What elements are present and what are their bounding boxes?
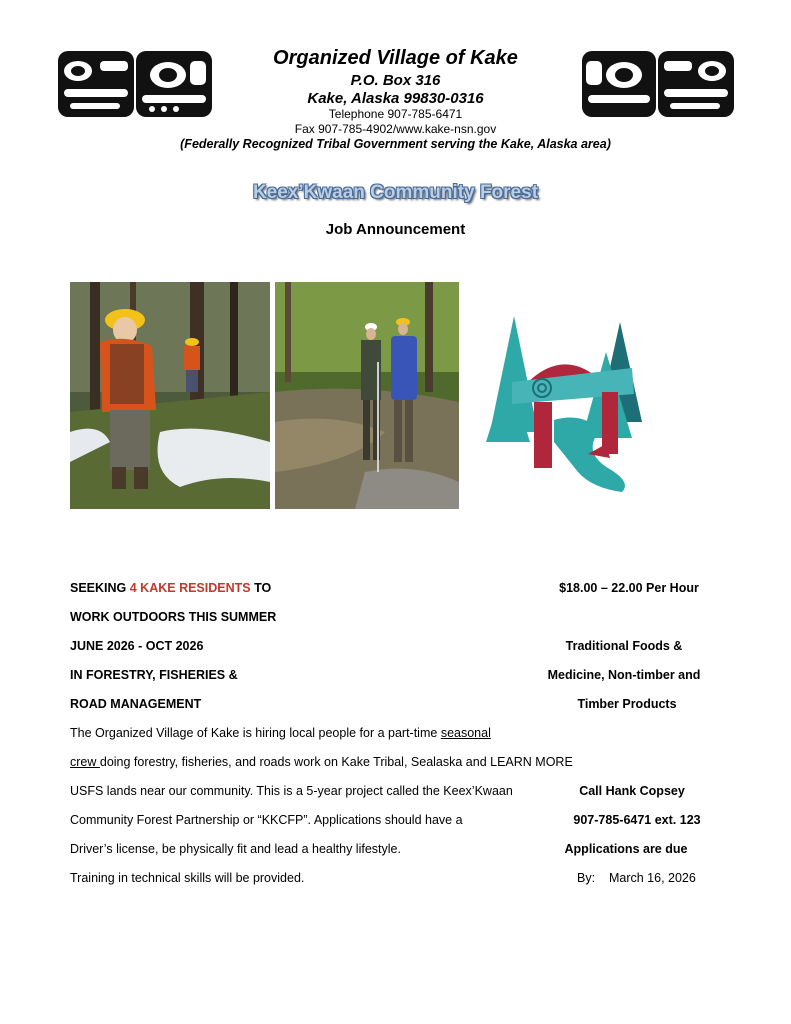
forestry-line: IN FORESTRY, FISHERIES & [70, 668, 238, 682]
forest-title: Keex’Kwaan Community Forest [252, 182, 539, 203]
deadline-date: March 16, 2026 [608, 871, 696, 885]
photo-stream-workers [275, 282, 459, 509]
body-line-5: Driver’s license, be physically fit and lead a healthy lifestyle. [70, 842, 401, 856]
learn-more: LEARN MORE [490, 755, 573, 769]
org-name: Organized Village of Kake [273, 47, 518, 69]
products-line-1: Traditional Foods & [565, 639, 683, 653]
telephone: Telephone 907-785-6471 [328, 107, 463, 121]
community-forest-logo-icon [482, 312, 644, 494]
po-box: P.O. Box 316 [350, 72, 441, 89]
fax-website: Fax 907-785-4902/www.kake-nsn.gov [294, 122, 497, 136]
date-range-line: JUNE 2026 - OCT 2026 [70, 639, 204, 653]
seeking-line: SEEKING 4 KAKE RESIDENTS TO [70, 581, 272, 595]
work-outdoors-line: WORK OUTDOORS THIS SUMMER [70, 610, 277, 624]
contact-name: Call Hank Copsey [579, 784, 685, 798]
body-line-3: USFS lands near our community. This is a 5-year project called the Keex’Kwaan [70, 784, 513, 798]
pay-rate: $18.00 – 22.00 Per Hour [559, 581, 699, 595]
kake-residents-highlight: 4 KAKE RESIDENTS [129, 581, 251, 595]
products-line-3: Timber Products [577, 697, 677, 711]
job-announcement-heading: Job Announcement [325, 221, 466, 238]
body-line-1: The Organized Village of Kake is hiring local people for a part-time seasonal [70, 726, 491, 740]
body-line-4: Community Forest Partnership or “KKCFP”. Applications should have a [70, 813, 463, 827]
contact-phone: 907-785-6471 ext. 123 [573, 813, 701, 827]
city-address: Kake, Alaska 99830-0316 [307, 90, 484, 107]
body-line-2: crew doing forestry, fisheries, and roads work on Kake Tribal, Sealaska and LEARN MORE [70, 755, 573, 769]
road-management-line: ROAD MANAGEMENT [70, 697, 202, 711]
deadline-line: By: March 16, 2026 [577, 871, 696, 885]
federal-status: (Federally Recognized Tribal Government serving the Kake, Alaska area) [180, 137, 611, 151]
body-line-6: Training in technical skills will be provided. [70, 871, 305, 885]
applications-due: Applications are due [564, 842, 688, 856]
photo-forest-surveyor [70, 282, 270, 509]
products-line-2: Medicine, Non-timber and [547, 668, 701, 682]
